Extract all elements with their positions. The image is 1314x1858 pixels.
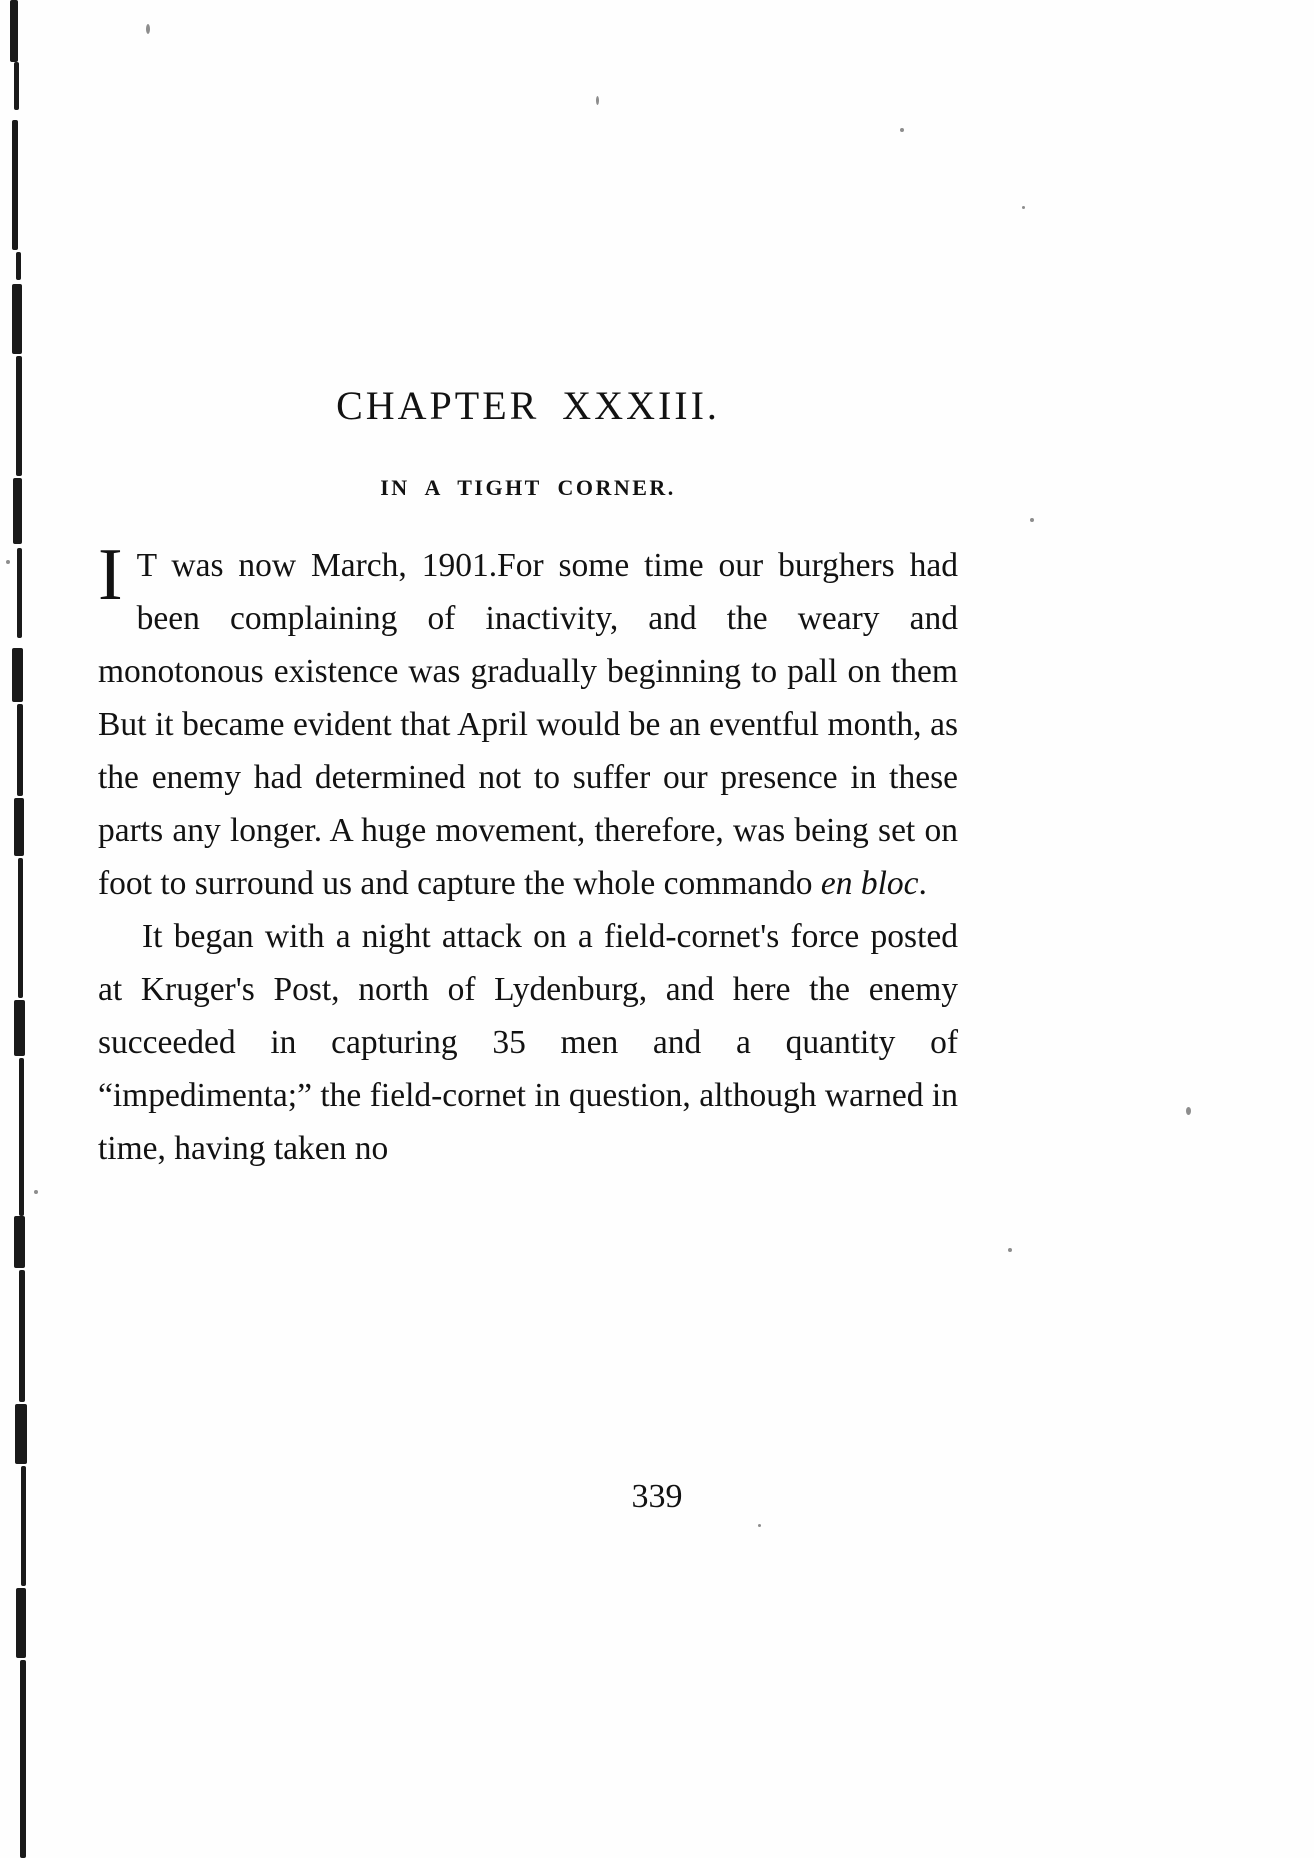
chapter-subtitle: IN A TIGHT CORNER.	[380, 475, 676, 500]
scan-speck	[1030, 518, 1034, 522]
paragraph-first-italic: en bloc	[820, 865, 919, 902]
binding-edge-artifact	[0, 0, 44, 1858]
drop-cap: I	[98, 534, 123, 616]
page-number: 339	[631, 1478, 683, 1515]
paragraph-second: It began with a night attack on a field-cornet's force posted at Kruger's Post, north of Lydenburg, and here the enemy succeeded in capturing 35 men and a quantity of “impedimenta;” the field-cornet in question, although warned in time, having taken no	[98, 918, 958, 1167]
paragraph-first-body: For some time our burghers had been complaining of inactivity, and the weary and monotonous existence was gradually beginning to pall on them But it became evident that April would be an eventful month, as the enemy had determined not to suffer our presence in these parts any longer. A huge movement, therefore, was being set on foot to surround us and capture the whole commando	[98, 547, 958, 902]
paragraph-first-tail: .	[918, 865, 927, 902]
scan-speck	[1186, 1107, 1191, 1115]
scan-speck	[1022, 206, 1025, 209]
paragraph-first-opening: T was now March, 1901.	[136, 547, 498, 584]
paragraph-first	[98, 501, 958, 910]
scan-speck	[758, 1524, 761, 1527]
text-column	[98, 0, 958, 1175]
chapter-title: CHAPTER XXXIII.	[336, 383, 720, 428]
scan-speck	[1008, 1248, 1012, 1252]
